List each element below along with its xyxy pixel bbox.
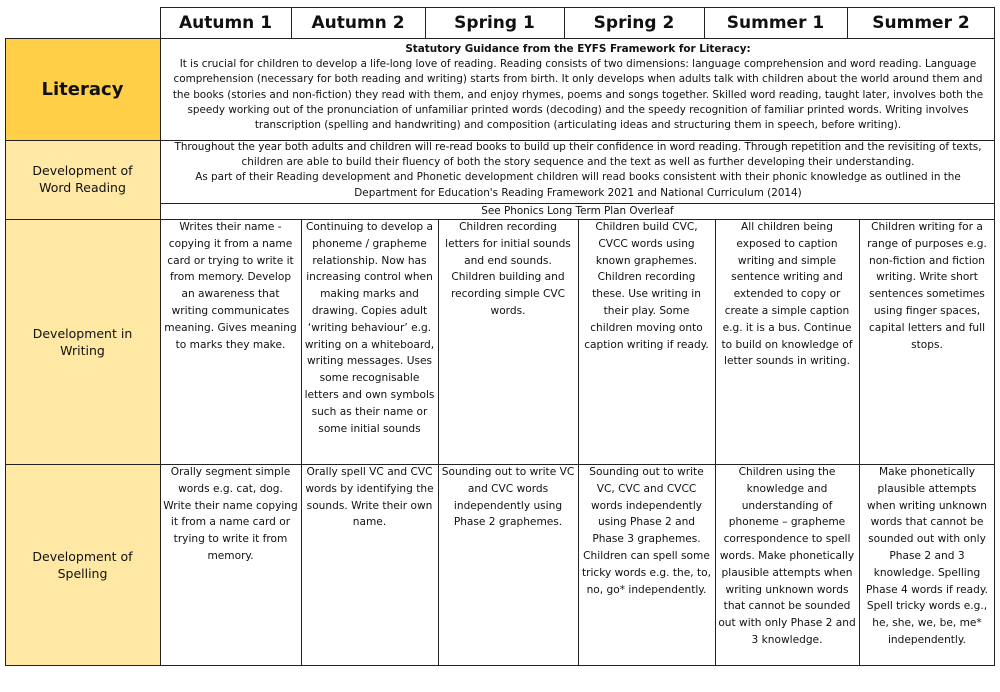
column-header-autumn-2: Autumn 2 [311,12,405,33]
grid-line [291,7,292,38]
row-label-writing: Development in Writing [32,325,133,358]
guidance-title: Statutory Guidance from the EYFS Framework for Literacy: [405,43,751,55]
spelling-cell-spring-1: Sounding out to write VC and CVC words independently using Phase 2 graphemes. [441,466,575,529]
spelling-cell-autumn-2: Orally spell VC and CVC words by identifying the sounds. Write their own name. [305,466,434,529]
grid-line [5,219,995,220]
writing-cell-summer-2: Children writing for a range of purposes e.g. non-fiction and fiction writing. Write short sentences sometimes using finger spaces, capital letters and full stops. [867,221,987,351]
literacy-guidance [165,42,991,138]
grid-line [847,7,848,38]
grid-line [994,7,995,666]
row-label-word-reading: Development of Word Reading [32,163,133,195]
grid-line [704,7,705,38]
spelling-cell-spring-2: Sounding out to write VC, CVC and CVCC words independently using Phase 2 and Phase 3 graphemes. Children can spell some tricky words e.g. the, to, no, go* independently. [581,466,712,596]
grid-line [5,665,995,666]
grid-line [564,7,565,38]
column-header-autumn-1: Autumn 1 [178,12,273,33]
grid-line [859,219,860,666]
spelling-cell-autumn-1: Orally segment simple words e.g. cat, dog. Write their name copying it from a name card or trying to write it from memory. [163,466,298,562]
column-header-summer-1: Summer 1 [726,12,825,33]
spelling-cell-summer-1: Children using the knowledge and understanding of phoneme – grapheme correspondence to spell words. Make phonetically plausible attempts when writing unknown words that cannot be sounded out with only Phase 2 and 3 knowledge. [718,466,856,646]
grid-line [715,219,716,666]
grid-line [160,203,995,204]
grid-line [578,219,579,666]
word-reading-text-2: As part of their Reading development and Phonetic development children will read books consistent with their phonic knowledge as outlined in the Department for Education's Reading Framework 2021 and National Curriculum (2014) [195,171,961,199]
guidance-body: It is crucial for children to develop a life-long love of reading. Reading consists of two dimensions: language comprehension and word reading. Language comprehension (necessary for both reading and writing) starts from birth. It only develops when adults talk with children about the world around them and the books (stories and non-fiction) they read with them, and enjoy rhymes, poems and songs together. Skilled word reading, taught later, involves both the speedy working out of the pronunciation of unfamiliar printed words (decoding) and the speedy recognition of familiar printed words. Writing involves transcription (spelling and handwriting) and composition (articulating ideas and structuring them in speech, before writing). [172,58,984,132]
writing-cell-spring-2: Children build CVC, CVCC words using known graphemes. Children recording these. Use writing in their play. Some children moving onto caption writing if ready. [584,221,709,351]
grid-line [5,140,995,141]
grid-line [160,7,161,666]
word-reading-text [165,140,991,202]
grid-line [5,38,995,39]
grid-line [301,219,302,666]
grid-line [425,7,426,38]
writing-cell-autumn-1: Writes their name - copying it from a name card or trying to write it from memory. Develop an awareness that writing communicates meaning. Gives meaning to marks they make. [164,221,297,351]
row-label-literacy: Literacy [41,78,124,100]
column-header-spring-2: Spring 2 [593,12,675,33]
word-reading-text-1: Throughout the year both adults and children will re-read books to build up their confidence in word reading. Through repetition and the revisiting of texts, children are able to build their fluency of both the story sequence and the text as well as further developing their understanding. [174,141,982,169]
curriculum-table [5,7,995,666]
grid-line [5,38,6,666]
column-header-summer-2: Summer 2 [872,12,970,33]
grid-line [5,464,995,465]
row-label-spelling: Development of Spelling [32,549,133,581]
spelling-cell-summer-2: Make phonetically plausible attempts when writing unknown words that cannot be sounded out with only Phase 2 and 3 knowledge. Spelling Phase 4 words if ready. Spell tricky words e.g., he, she, we, be, me* independently. [865,466,989,646]
phonics-plan-note: See Phonics Long Term Plan Overleaf [481,205,674,217]
writing-cell-autumn-2: Continuing to develop a phoneme / grapheme relationship. Now has increasing control when making marks and drawing. Copies adult ‘writing behaviour’ e.g. writing on a whiteboard, writing messages. Uses some recognisable letters and own symbols such as their name or some initial sounds [304,221,435,435]
grid-line [438,219,439,666]
column-header-spring-1: Spring 1 [454,12,535,33]
writing-cell-spring-1: Children recording letters for initial sounds and end sounds. Children building and recording simple CVC words. [445,221,571,317]
grid-line [160,7,995,8]
writing-cell-summer-1: All children being exposed to caption writing and simple sentence writing and extended to copy or create a simple caption e.g. it is a bus. Continue to build on knowledge of letter sounds in writing. [721,221,853,368]
